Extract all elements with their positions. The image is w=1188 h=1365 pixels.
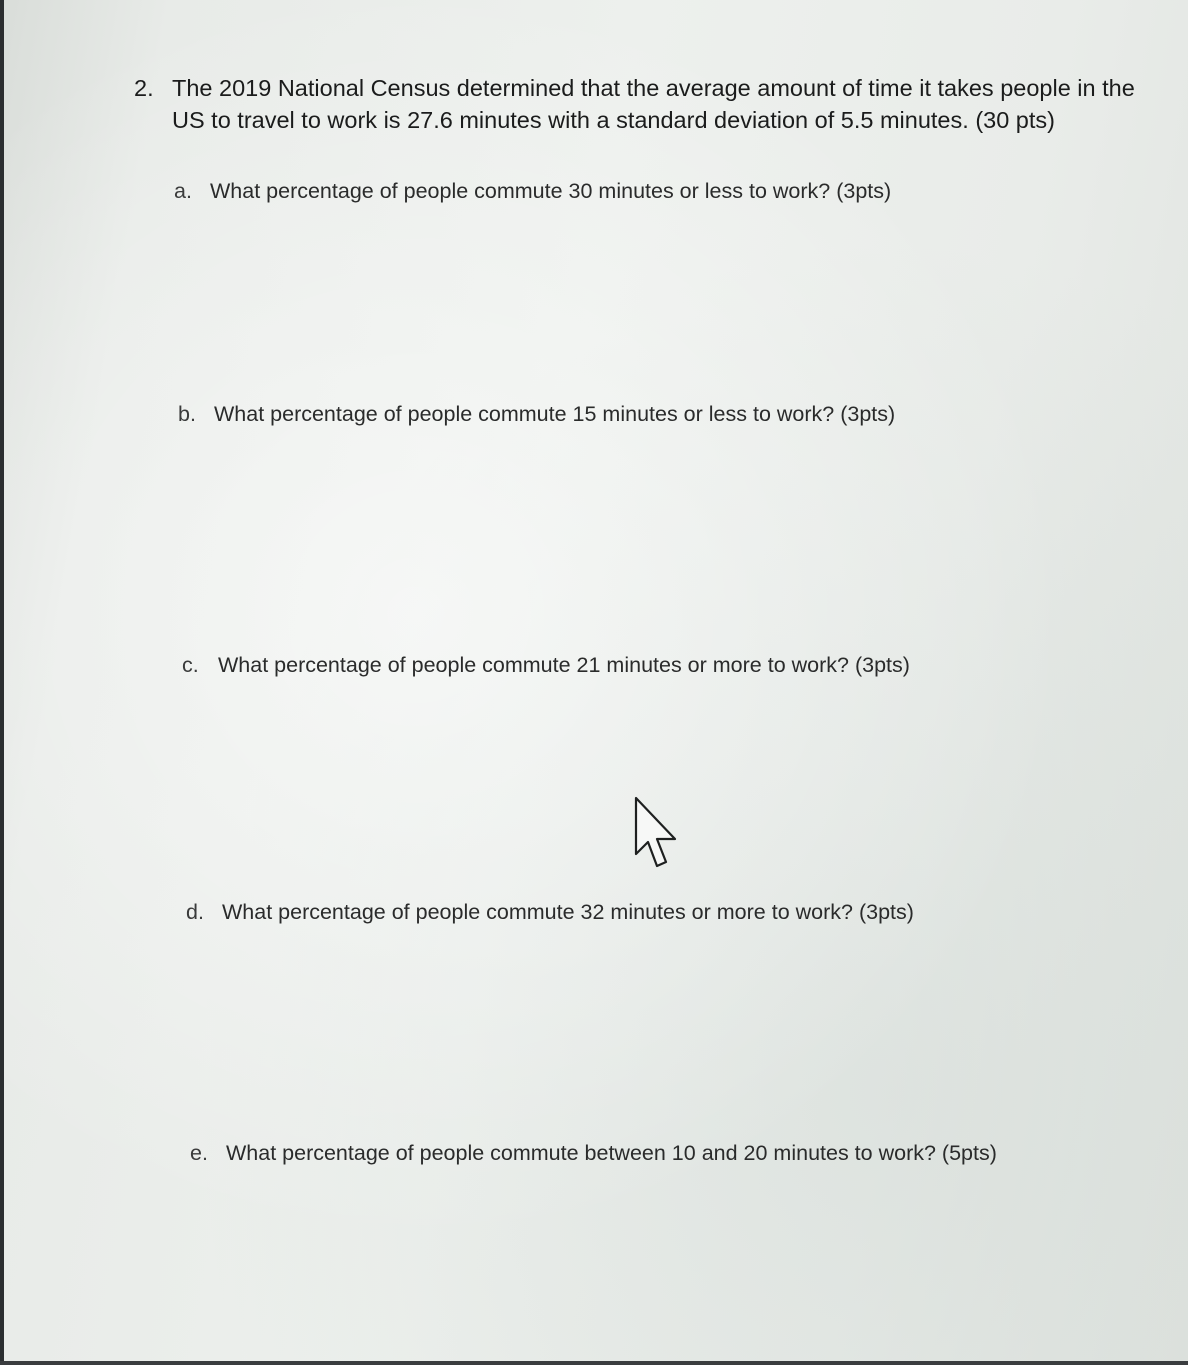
part-text: What percentage of people commute between 10 and 20 minutes to work? (5pts) bbox=[226, 1141, 997, 1165]
question-part-d bbox=[186, 898, 914, 926]
part-letter: a. bbox=[174, 179, 192, 203]
part-letter: d. bbox=[186, 900, 204, 924]
question-prompt: The 2019 National Census determined that the average amount of time it takes people in the US to travel to work is 27.6 minutes with a standard deviation of 5.5 minutes. (30 pts) bbox=[172, 75, 1135, 133]
arrow-pointer-icon bbox=[633, 796, 681, 870]
question-number: 2. bbox=[134, 75, 154, 101]
part-text: What percentage of people commute 32 minutes or more to work? (3pts) bbox=[222, 900, 914, 924]
part-letter: b. bbox=[178, 402, 196, 426]
part-text: What percentage of people commute 15 minutes or less to work? (3pts) bbox=[214, 402, 896, 426]
part-text: What percentage of people commute 21 minutes or more to work? (3pts) bbox=[218, 653, 910, 677]
question-part-b bbox=[178, 400, 895, 428]
part-text: What percentage of people commute 30 minutes or less to work? (3pts) bbox=[210, 179, 892, 203]
part-letter: e. bbox=[190, 1141, 208, 1165]
part-letter: c. bbox=[182, 653, 199, 677]
question-part-a bbox=[174, 177, 891, 205]
question-part-c bbox=[182, 651, 910, 679]
question-part-e bbox=[190, 1139, 997, 1167]
screen-bezel-left bbox=[0, 0, 4, 1365]
screen-bezel-bottom bbox=[0, 1361, 1188, 1365]
